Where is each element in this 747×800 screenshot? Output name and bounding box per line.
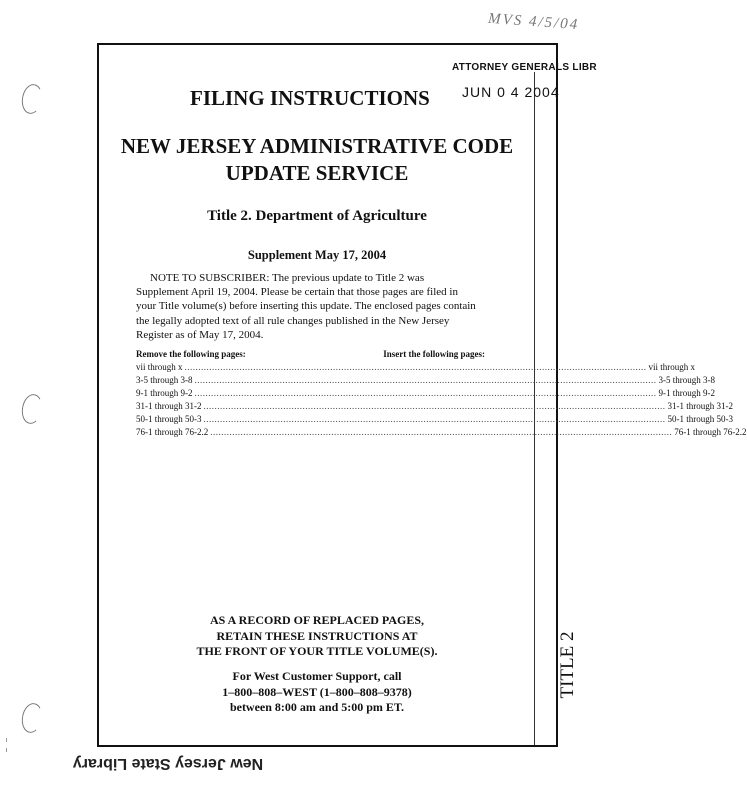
punch-hole-bottom (20, 701, 45, 734)
record-notice (100, 613, 534, 660)
record-notice-line: THE FRONT OF YOUR TITLE VOLUME(S). (196, 644, 438, 658)
note-line: your Title volume(s) before inserting this update. The enclosed pages contain (136, 300, 476, 313)
remove-pages-cell: 76-1 through 76-2.2 (136, 427, 209, 437)
punch-hole-top (20, 82, 45, 115)
dot-leader: ........................................................................................................................................................................ (203, 401, 666, 411)
remove-pages-cell: 31-1 through 31-2 (136, 401, 202, 411)
table-row (136, 426, 747, 439)
support-hours: between 8:00 am and 5:00 pm ET. (229, 700, 405, 714)
handwritten-note: MVS 4/5/04 (487, 10, 580, 34)
dot-leader: ........................................................................................................................................................................ (194, 375, 657, 385)
edge-mark (6, 738, 7, 742)
page-replacement-table (136, 349, 747, 439)
table-row (136, 374, 715, 387)
main-title-line: UPDATE SERVICE (225, 161, 409, 185)
note-line: Register as of May 17, 2004. (136, 328, 264, 341)
insert-pages-cell: 9-1 through 9-2 (658, 388, 715, 398)
customer-support-info (100, 669, 534, 716)
support-line: For West Customer Support, call (232, 669, 402, 683)
support-phone: 1–800–808–WEST (1–800–808–9378) (222, 684, 412, 699)
dot-leader: ........................................................................................................................................................................ (194, 388, 657, 398)
insert-pages-header: Insert the following pages: (383, 349, 485, 359)
dot-leader: ........................................................................................................................................................................ (184, 362, 647, 372)
supplement-date: Supplement May 17, 2004 (247, 248, 387, 262)
remove-pages-cell: 9-1 through 9-2 (136, 388, 193, 398)
record-notice-line: AS A RECORD OF REPLACED PAGES, (209, 613, 425, 627)
note-line: the legally adopted text of all rule changes published in the New Jersey (136, 314, 450, 327)
main-title (100, 133, 534, 187)
dot-leader: ........................................................................................................................................................................ (210, 427, 673, 437)
table-header (136, 349, 485, 359)
main-title-line: NEW JERSEY ADMINISTRATIVE CODE (120, 134, 514, 158)
insert-pages-cell: 50-1 through 50-3 (667, 414, 733, 424)
table-row (136, 387, 715, 400)
note-line: Supplement April 19, 2004. Please be certain that those pages are filed in (136, 286, 458, 299)
remove-pages-cell: 50-1 through 50-3 (136, 414, 202, 424)
table-row (136, 361, 695, 374)
remove-pages-cell: vii through x (136, 362, 183, 372)
insert-pages-cell: 3-5 through 3-8 (658, 375, 715, 385)
dot-leader: ........................................................................................................................................................................ (203, 414, 666, 424)
note-line: NOTE TO SUBSCRIBER: The previous update to Title 2 was (150, 272, 425, 284)
document-subtitle: Title 2. Department of Agriculture (207, 208, 427, 224)
table-row (136, 413, 733, 426)
insert-pages-cell: 76-1 through 76-2.2 (674, 427, 747, 437)
remove-pages-header: Remove the following pages: (136, 349, 246, 359)
received-date-stamp: JUN 0 4 2004 (462, 84, 560, 100)
subscriber-note (136, 271, 485, 342)
record-notice-line: RETAIN THESE INSTRUCTIONS AT (216, 628, 418, 643)
library-stamp: ATTORNEY GENERALS LIBR (452, 62, 597, 73)
insert-pages-cell: vii through x (648, 362, 695, 372)
insert-pages-cell: 31-1 through 31-2 (667, 401, 733, 411)
edge-mark (6, 748, 7, 752)
filing-title: FILING INSTRUCTIONS (190, 86, 430, 110)
remove-pages-cell: 3-5 through 3-8 (136, 375, 193, 385)
table-row (136, 400, 733, 413)
punch-hole-middle (20, 392, 45, 425)
library-footer-stamp: New Jersey State Library (72, 755, 264, 772)
title-tab-label: TITLE 2 (557, 631, 578, 699)
